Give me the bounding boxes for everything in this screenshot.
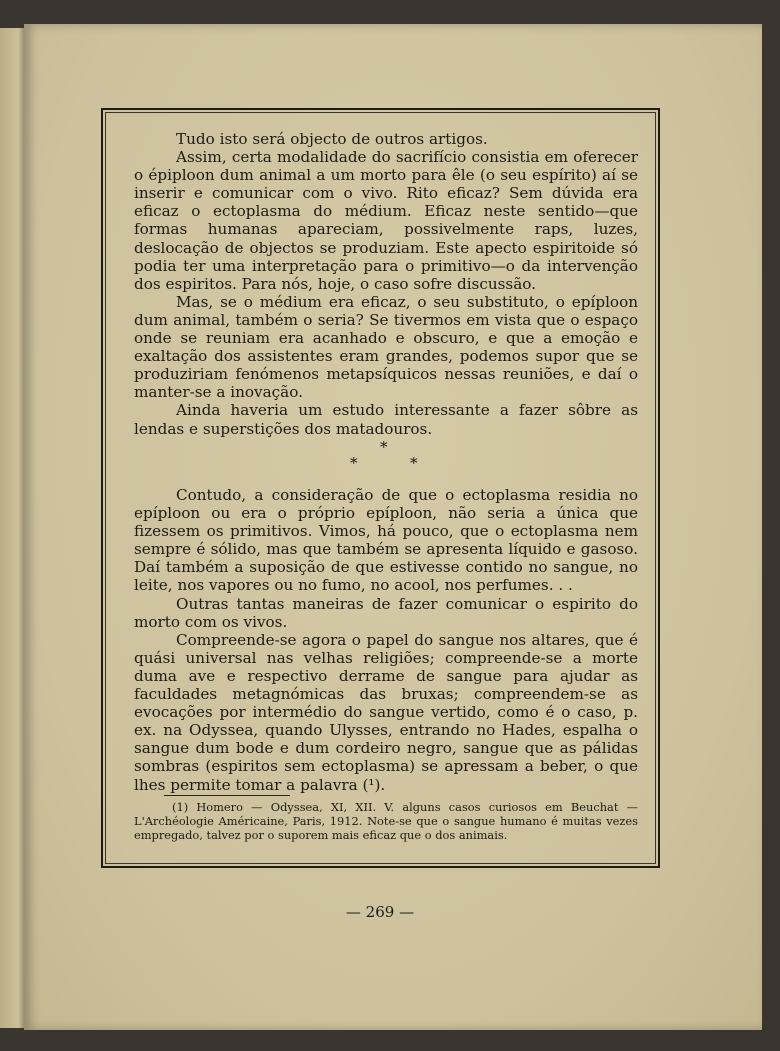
page-number: — 269 — — [345, 903, 415, 921]
paragraph: Assim, certa modalidade do sacrifício consistia em oferecer o épiploon dum animal a um morto para êle (o seu espírito) aí se inserir e comunicar com o vivo. Rito eficaz? Sem dúvida era eficaz o ectoplasma do médium. Eficaz neste sentido—que formas humanas apareciam, possivelmente raps, luzes, deslocação de objectos se produziam. Este apecto espiritoide só podia ter uma interpretação para o primitivo—o da intervenção dos espiritos. Para nós, hoje, o caso sofre discussão. — [134, 148, 638, 293]
separator-star: * — [410, 454, 418, 472]
paragraph: Compreende-se agora o papel do sangue nos altares, que é quási universal nas velhas religiões; compreende-se a morte duma ave e respectivo derrame de sangue para ajudar as faculdades metagnómicas das bruxas; compreendem-se as evocações por intermédio do sangue vertido, como é o caso, p. ex. na Odyssea, quando Ulysses, entrando no Hades, espalha o sangue dum bode e dum cordeiro negro, sangue que as pálidas sombras (espiritos sem ectoplasma) se apressam a beber, o que lhes permite tomar a palavra (¹). — [134, 630, 638, 794]
paragraph: Mas, se o médium era eficaz, o seu substituto, o epíploon dum animal, também o seria? Se tivermos em vista que o espaço onde se reuniam era acanhado e obscuro, e que a emoção e exaltação dos assistentes eram grandes, podemos supor que se produziriam fenómenos metapsíquicos nessas reuniões, e daí o manter-se a inovação. — [134, 292, 638, 402]
section-separator — [334, 438, 434, 472]
separator-star: * — [380, 438, 388, 456]
paragraph: Tudo isto será objecto de outros artigos. — [176, 130, 488, 148]
footnote-rule — [164, 795, 290, 796]
separator-star: * — [350, 454, 358, 472]
footnote: (1) Homero — Odyssea, XI, XII. V. alguns casos curiosos em Beuchat — L'Archéologie Américaine, Paris, 1912. Note-se que o sangue humano é muitas vezes empregado, talvez por o suporem mais eficaz que o dos animais. — [134, 800, 638, 842]
paragraph: Outras tantas maneiras de fazer comunicar o espirito do morto com os vivos. — [134, 594, 638, 631]
paragraph: Ainda haveria um estudo interessante a fazer sôbre as lendas e superstições dos matadouros. — [134, 401, 638, 438]
facing-page-edge — [0, 28, 26, 1028]
body-text-block — [134, 130, 638, 438]
body-text-block-2 — [134, 486, 638, 794]
paragraph: Contudo, a consideração de que o ectoplasma residia no epíploon ou era o próprio epíploon, não seria a única que fizessem os primitivos. Vimos, há pouco, que o ectoplasma nem sempre é sólido, mas que também se apresenta líquido e gasoso. Daí também a suposição de que estivesse contido no sangue, no leite, nos vapores ou no fumo, no acool, nos perfumes. . . — [134, 486, 638, 595]
